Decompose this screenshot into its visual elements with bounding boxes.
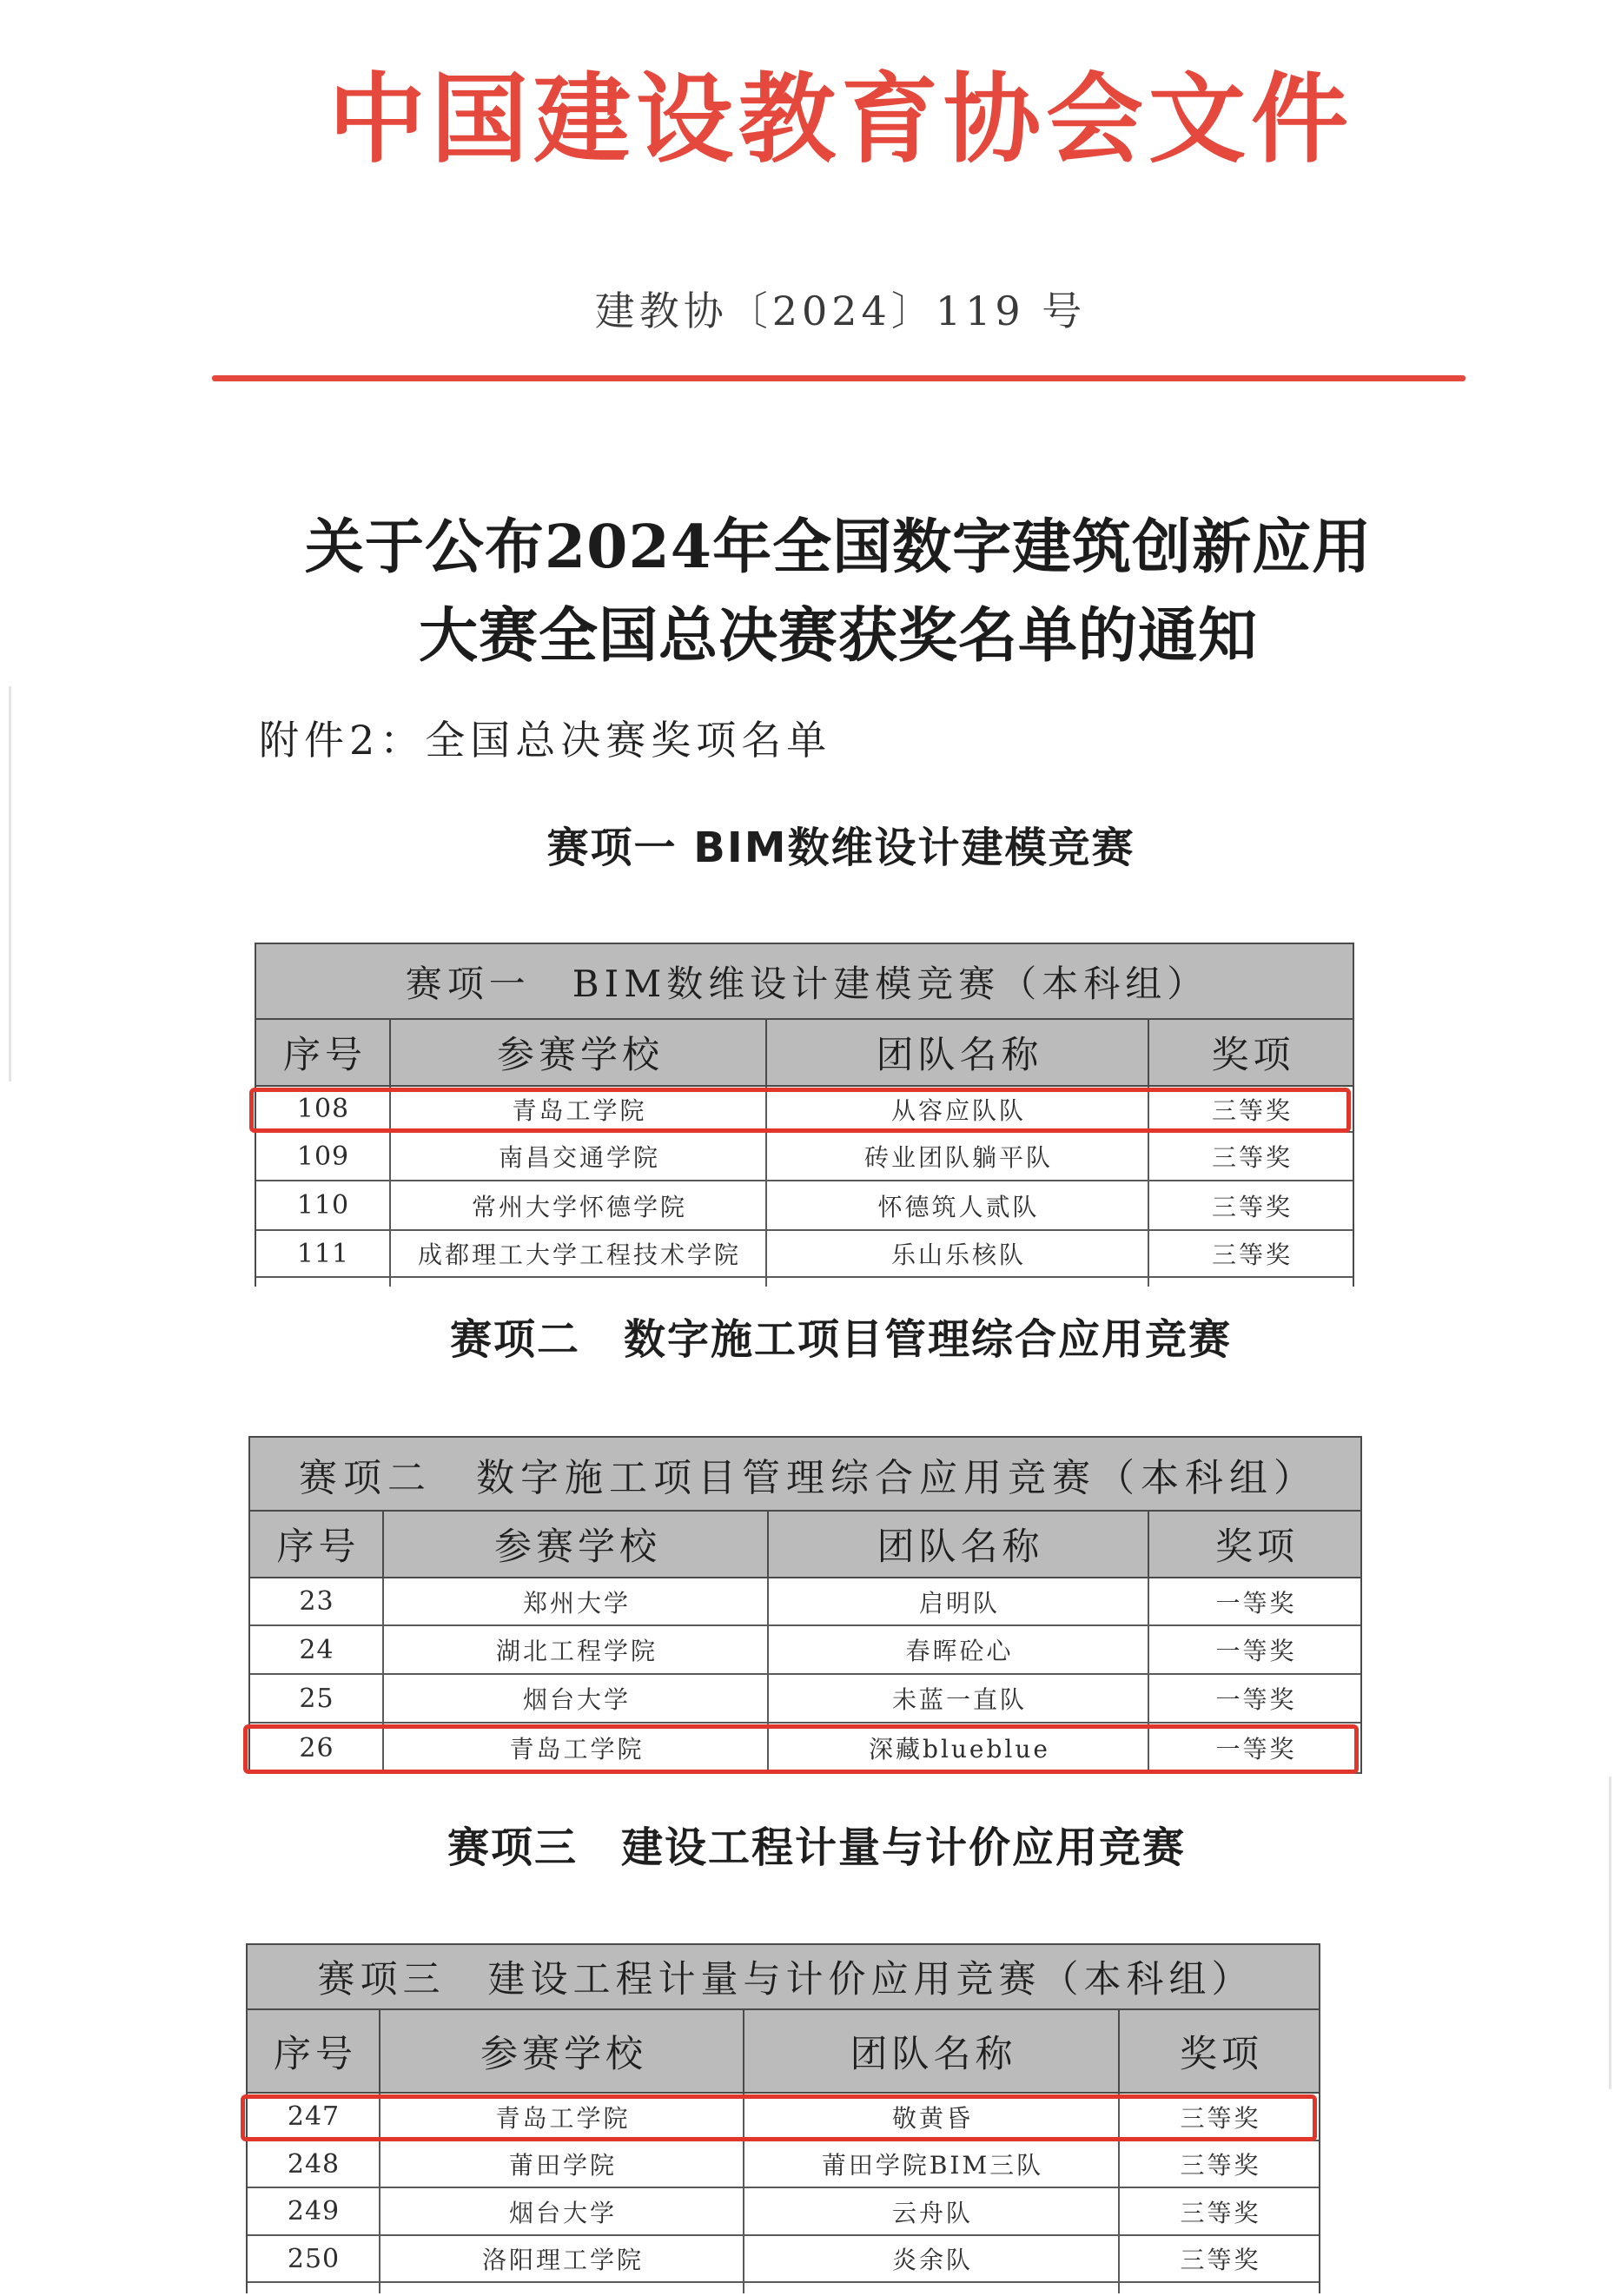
table-row — [250, 1724, 1360, 1774]
cell-empty — [1120, 2283, 1319, 2293]
cell-school: 青岛工学院 — [391, 1087, 767, 1131]
table-title: 赛项二 数字施工项目管理综合应用竞赛（本科组） — [299, 1455, 1318, 1500]
award-table-3 — [246, 1943, 1320, 2293]
table-row — [248, 2236, 1319, 2283]
column-header-no: 序号 — [250, 1512, 384, 1577]
cell-award: 一等奖 — [1215, 1735, 1297, 1763]
table-row — [256, 1133, 1353, 1181]
table-row — [250, 1626, 1360, 1675]
cell-school: 烟台大学 — [380, 2188, 744, 2234]
cell-no: 24 — [250, 1626, 384, 1673]
notice-title-line-2: 大赛全国总决赛获奖名单的通知 — [418, 601, 1258, 671]
table-header-row — [248, 2010, 1319, 2094]
table-row-partial — [256, 1278, 1353, 1287]
cell-empty — [391, 1278, 767, 1287]
cell-award: 一等奖 — [1215, 1588, 1297, 1618]
section-heading-1: 赛项一 BIM数维设计建模竞赛 — [546, 824, 1135, 872]
cell-team: 怀德筑人贰队 — [767, 1181, 1149, 1229]
cell-empty — [248, 2283, 380, 2293]
cell-no: 248 — [248, 2141, 380, 2187]
table-row-partial — [248, 2283, 1319, 2293]
section-heading-2: 赛项二 数字施工项目管理综合应用竞赛 — [449, 1315, 1232, 1364]
scan-edge-line — [1609, 1777, 1611, 2089]
column-header-school: 参赛学校 — [384, 1512, 769, 1577]
table-title: 赛项一 BIM数维设计建模竞赛（本科组） — [405, 962, 1209, 1005]
cell-no: 111 — [256, 1231, 391, 1276]
cell-team: 云舟队 — [744, 2188, 1120, 2234]
cell-award: 三等奖 — [1211, 1095, 1293, 1125]
table-header-row — [256, 1020, 1353, 1087]
section-heading-3: 赛项三 建设工程计量与计价应用竞赛 — [447, 1823, 1186, 1872]
cell-team: 深藏blueblue — [769, 1724, 1149, 1772]
column-header-school: 参赛学校 — [391, 1020, 767, 1085]
cell-empty — [744, 2283, 1120, 2293]
cell-empty — [380, 2283, 744, 2293]
table-row — [256, 1181, 1353, 1231]
cell-award: 一等奖 — [1215, 1637, 1297, 1665]
cell-no: 249 — [248, 2188, 380, 2234]
issuer-title: 中国建设教育协会文件 — [328, 63, 1353, 176]
cell-team: 砖业团队躺平队 — [767, 1133, 1149, 1180]
table-row — [248, 2141, 1319, 2188]
cell-no: 247 — [248, 2094, 380, 2140]
cell-no: 110 — [256, 1181, 391, 1229]
table-title-row — [250, 1438, 1360, 1512]
column-header-team: 团队名称 — [769, 1512, 1149, 1577]
cell-award: 三等奖 — [1211, 1241, 1293, 1269]
cell-school: 青岛工学院 — [380, 2094, 744, 2140]
cell-school: 成都理工大学工程技术学院 — [391, 1231, 767, 1276]
cell-team: 从容应队队 — [767, 1087, 1149, 1131]
cell-school: 青岛工学院 — [384, 1724, 769, 1772]
column-header-school: 参赛学校 — [380, 2010, 744, 2092]
cell-no: 23 — [250, 1578, 384, 1624]
cell-empty — [256, 1278, 391, 1287]
table-row — [248, 2188, 1319, 2236]
cell-team: 莆田学院BIM三队 — [744, 2141, 1120, 2187]
column-header-no: 序号 — [256, 1020, 391, 1085]
cell-award: 三等奖 — [1211, 1192, 1293, 1221]
cell-no: 25 — [250, 1675, 384, 1722]
attachment-label: 附件2：全国总决赛奖项名单 — [259, 717, 832, 764]
cell-team: 未蓝一直队 — [769, 1675, 1149, 1722]
column-header-no: 序号 — [248, 2010, 380, 2092]
cell-award: 三等奖 — [1180, 2246, 1261, 2274]
table-row — [256, 1087, 1353, 1133]
cell-school: 洛阳理工学院 — [380, 2236, 744, 2281]
cell-award: 三等奖 — [1180, 2198, 1261, 2227]
red-divider-rule — [212, 375, 1466, 381]
table-row — [250, 1578, 1360, 1626]
cell-award: 一等奖 — [1215, 1685, 1297, 1714]
column-header-award: 奖项 — [1180, 2032, 1263, 2076]
cell-award: 三等奖 — [1180, 2103, 1261, 2133]
table-title-row — [256, 944, 1353, 1020]
table-row — [256, 1231, 1353, 1278]
cell-no: 250 — [248, 2236, 380, 2281]
cell-school: 莆田学院 — [380, 2141, 744, 2187]
cell-school: 郑州大学 — [384, 1578, 769, 1624]
cell-school: 烟台大学 — [384, 1675, 769, 1722]
award-table-2 — [248, 1436, 1362, 1774]
table-title: 赛项三 建设工程计量与计价应用竞赛（本科组） — [317, 1958, 1254, 2002]
cell-empty — [1149, 1278, 1353, 1287]
cell-school: 常州大学怀德学院 — [391, 1181, 767, 1229]
cell-team: 启明队 — [769, 1578, 1149, 1624]
notice-title-line-1: 关于公布2024年全国数字建筑创新应用 — [304, 513, 1373, 582]
scan-edge-line — [9, 686, 11, 1082]
cell-team: 敬黄昏 — [744, 2094, 1120, 2140]
cell-school: 湖北工程学院 — [384, 1626, 769, 1673]
column-header-team: 团队名称 — [767, 1020, 1149, 1085]
cell-team: 乐山乐核队 — [767, 1231, 1149, 1276]
cell-award: 三等奖 — [1211, 1143, 1293, 1172]
cell-no: 108 — [256, 1087, 391, 1131]
table-title-row — [248, 1945, 1319, 2010]
cell-award: 三等奖 — [1180, 2151, 1261, 2180]
cell-team: 春晖砼心 — [769, 1626, 1149, 1673]
column-header-award: 奖项 — [1215, 1525, 1299, 1569]
cell-no: 26 — [250, 1724, 384, 1772]
award-table-1 — [255, 943, 1354, 1287]
column-header-award: 奖项 — [1211, 1034, 1295, 1077]
cell-team: 炎余队 — [744, 2236, 1120, 2281]
cell-school: 南昌交通学院 — [391, 1133, 767, 1180]
table-header-row — [250, 1512, 1360, 1578]
cell-no: 109 — [256, 1133, 391, 1180]
table-row — [248, 2094, 1319, 2141]
table-row — [250, 1675, 1360, 1724]
document-number: 建教协〔2024〕119 号 — [594, 288, 1087, 334]
column-header-team: 团队名称 — [744, 2010, 1120, 2092]
cell-empty — [767, 1278, 1149, 1287]
